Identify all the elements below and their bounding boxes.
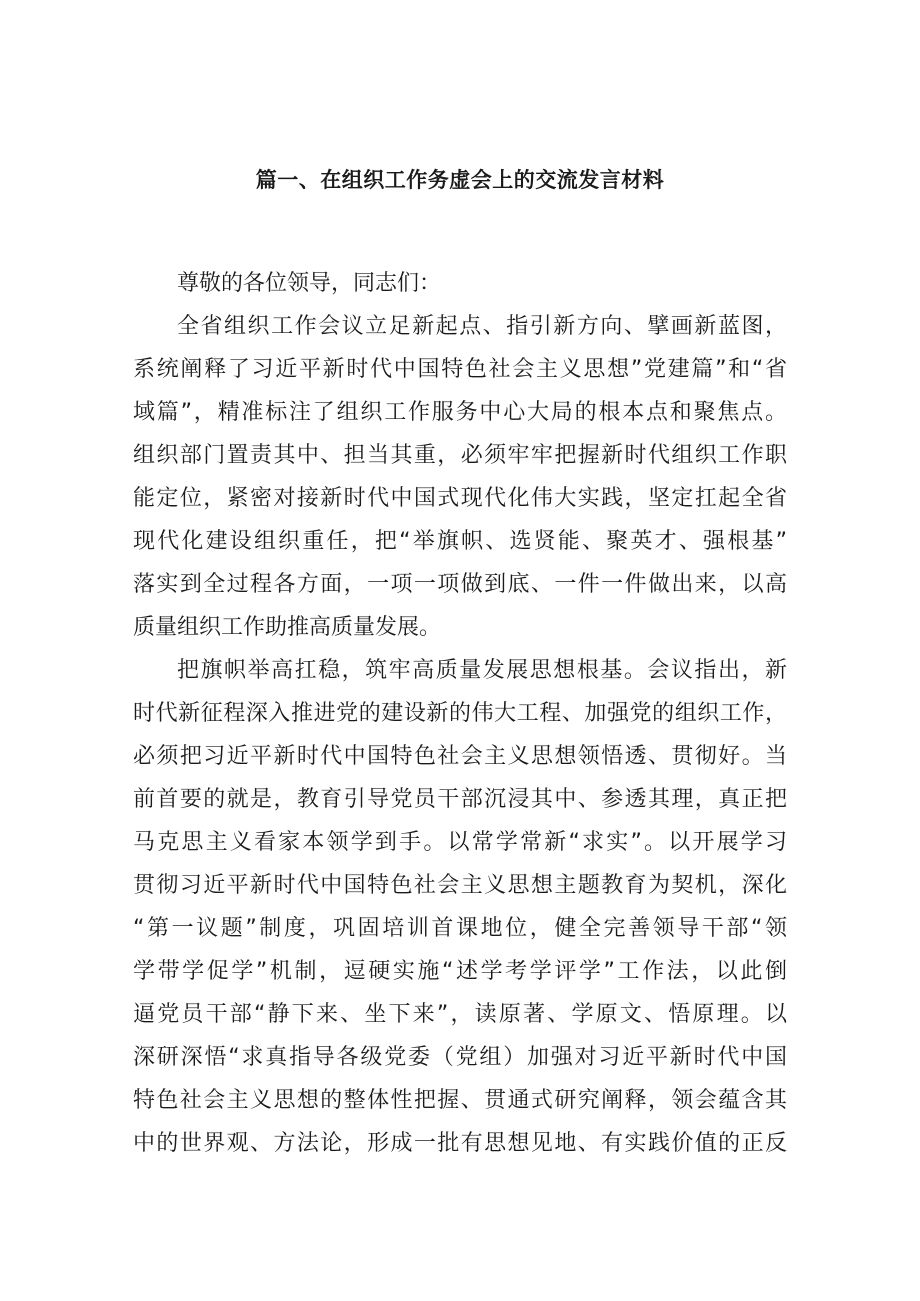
paragraph-1-line-3: 域篇”，精准标注了组织工作服务中心大局的根本点和聚焦点。 — [133, 400, 787, 425]
salutation-line: 尊敬的各位领导，同志们： — [177, 271, 442, 296]
document-title: 篇一、在组织工作务虚会上的交流发言材料 — [255, 168, 665, 192]
paragraph-2-line-8: 学带学促学”机制，逗硬实施“述学考学评学”工作法，以此倒 — [133, 959, 787, 984]
paragraph-1-line-1: 全省组织工作会议立足新起点、指引新方向、擘画新蓝图， — [177, 314, 787, 339]
paragraph-2-line-2: 时代新征程深入推进党的建设新的伟大工程、加强党的组织工作， — [133, 701, 787, 726]
paragraph-2-line-10: 深研深悟“求真指导各级党委（党组）加强对习近平新时代中国 — [133, 1045, 787, 1070]
paragraph-2-line-3: 必须把习近平新时代中国特色社会主义思想领悟透、贯彻好。当 — [133, 744, 787, 769]
paragraph-1-line-8: 质量组织工作助推高质量发展。 — [133, 615, 442, 640]
paragraph-2-line-12: 中的世界观、方法论，形成一批有思想见地、有实践价值的正反 — [133, 1131, 787, 1156]
paragraph-1-line-7: 落实到全过程各方面，一项一项做到底、一件一件做出来，以高 — [133, 572, 787, 597]
paragraph-1-line-4: 组织部门置责其中、担当其重，必须牢牢把握新时代组织工作职 — [133, 443, 787, 468]
paragraph-1-line-5: 能定位，紧密对接新时代中国式现代化伟大实践，坚定扛起全省 — [133, 486, 787, 511]
paragraph-2-line-6: 贯彻习近平新时代中国特色社会主义思想主题教育为契机，深化 — [133, 873, 787, 898]
paragraph-1-line-2: 系统阐释了习近平新时代中国特色社会主义思想”党建篇”和“省 — [133, 357, 787, 382]
paragraph-1-line-6: 现代化建设组织重任，把“举旗帜、选贤能、聚英才、强根基” — [133, 529, 787, 554]
paragraph-2-line-11: 特色社会主义思想的整体性把握、贯通式研究阐释，领会蕴含其 — [133, 1088, 787, 1113]
paragraph-2-line-7: “第一议题”制度，巩固培训首课地位，健全完善领导干部“领 — [133, 916, 787, 941]
paragraph-2-line-4: 前首要的就是，教育引导党员干部沉浸其中、参透其理，真正把 — [133, 787, 787, 812]
paragraph-2-line-1: 把旗帜举高扛稳，筑牢高质量发展思想根基。会议指出，新 — [177, 658, 787, 683]
paragraph-2-line-9: 逼党员干部“静下来、坐下来”，读原著、学原文、悟原理。以 — [133, 1002, 787, 1027]
paragraph-2-line-5: 马克思主义看家本领学到手。以常学常新“求实”。以开展学习 — [133, 830, 787, 855]
document-body — [133, 262, 787, 1165]
